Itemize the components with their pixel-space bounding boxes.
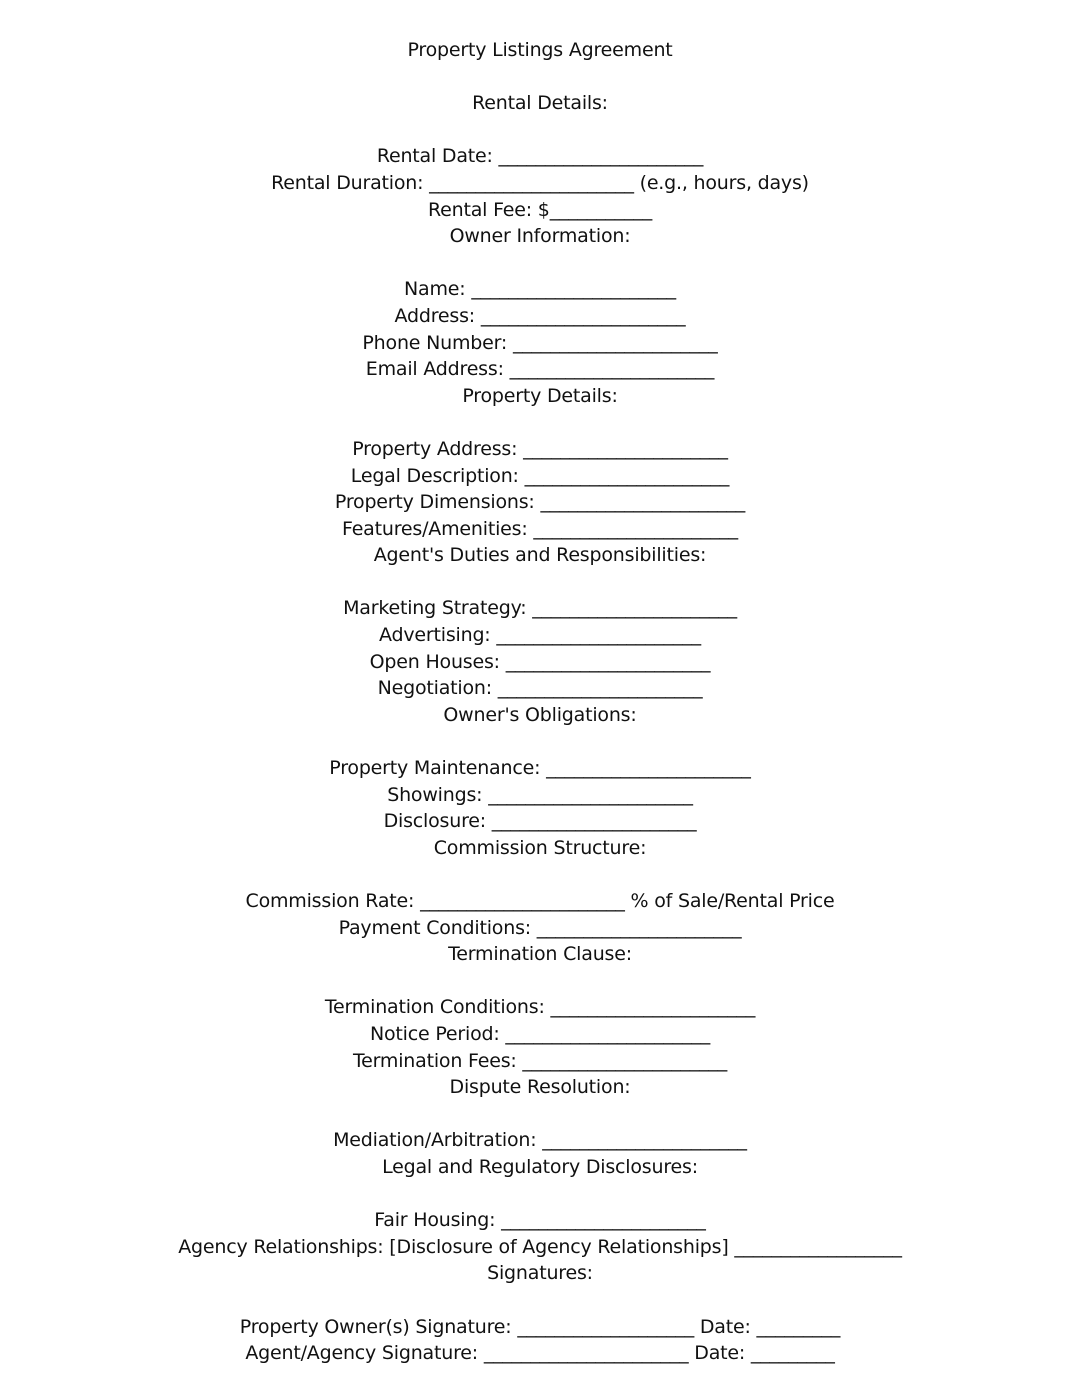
spacer [0, 569, 1080, 596]
form-field-line: Email Address: ______________________ [365, 358, 715, 381]
spacer [0, 64, 1080, 91]
form-field-line: Commission Rate: ______________________ % of Sale/Rental Price [245, 890, 835, 912]
section-heading-dispute-resolution: Dispute Resolution: [449, 1076, 631, 1099]
form-field-line: Rental Duration: ______________________ (e.g., hours, days) [271, 171, 809, 194]
section-heading-signatures: Signatures: [487, 1262, 593, 1285]
spacer [0, 861, 1080, 888]
form-field-line: Phone Number: ______________________ [362, 331, 718, 354]
form-field-line: Address: ______________________ [394, 304, 686, 327]
form-field-line: Name: ______________________ [404, 278, 676, 301]
agreement-document [0, 37, 1080, 1367]
section-heading-agent-s-duties-and-responsibilities: Agent's Duties and Responsibilities: [373, 544, 707, 567]
spacer [0, 728, 1080, 755]
form-field-line: Mediation/Arbitration: ______________________ [333, 1129, 747, 1152]
form-field-line: Disclosure: ______________________ [383, 810, 697, 833]
form-field-line: Property Maintenance: ______________________ [329, 757, 751, 780]
spacer [0, 250, 1080, 277]
form-field-line: Showings: ______________________ [387, 783, 693, 806]
form-field-line: Termination Fees: ______________________ [352, 1049, 728, 1072]
form-field-line: Termination Conditions: ______________________ [324, 996, 756, 1019]
form-field-line: Negotiation: ______________________ [377, 677, 703, 700]
spacer [0, 117, 1080, 144]
form-field-line: Payment Conditions: ______________________ [338, 916, 742, 939]
form-field-line: Legal Description: ______________________ [350, 464, 730, 487]
section-heading-commission-structure: Commission Structure: [433, 836, 647, 859]
document-title: Property Listings Agreement [407, 39, 673, 61]
form-field-line: Agency Relationships: [Disclosure of Agency Relationships] __________________ [178, 1235, 902, 1258]
form-field-line: Features/Amenities: ______________________ [342, 517, 738, 540]
form-field-line: Property Owner(s) Signature: ___________________ Date: _________ [239, 1315, 841, 1338]
spacer [0, 1287, 1080, 1314]
form-field-line: Property Dimensions: ______________________ [334, 491, 746, 514]
form-field-line: Marketing Strategy: ______________________ [343, 597, 737, 620]
spacer [0, 968, 1080, 995]
section-heading-owner-s-obligations: Owner's Obligations: [443, 703, 637, 726]
form-field-line: Property Address: ______________________ [352, 437, 728, 460]
form-field-line: Open Houses: ______________________ [369, 650, 711, 673]
spacer [0, 1101, 1080, 1128]
section-heading-property-details: Property Details: [462, 384, 618, 407]
document-sections [0, 90, 1080, 1367]
form-field-line: Agent/Agency Signature: ______________________ Date: _________ [245, 1342, 835, 1365]
form-field-line: Fair Housing: ______________________ [374, 1209, 706, 1232]
spacer [0, 409, 1080, 436]
section-heading-rental-details: Rental Details: [472, 92, 608, 115]
form-field-line: Notice Period: ______________________ [369, 1022, 711, 1045]
form-field-line: Rental Fee: $___________ [428, 198, 652, 221]
form-field-line: Advertising: ______________________ [379, 624, 701, 647]
form-field-line: Rental Date: ______________________ [376, 145, 704, 168]
section-heading-legal-and-regulatory-disclosures: Legal and Regulatory Disclosures: [382, 1155, 698, 1178]
section-heading-termination-clause: Termination Clause: [448, 943, 632, 966]
section-heading-owner-information: Owner Information: [449, 225, 631, 248]
spacer [0, 1181, 1080, 1208]
